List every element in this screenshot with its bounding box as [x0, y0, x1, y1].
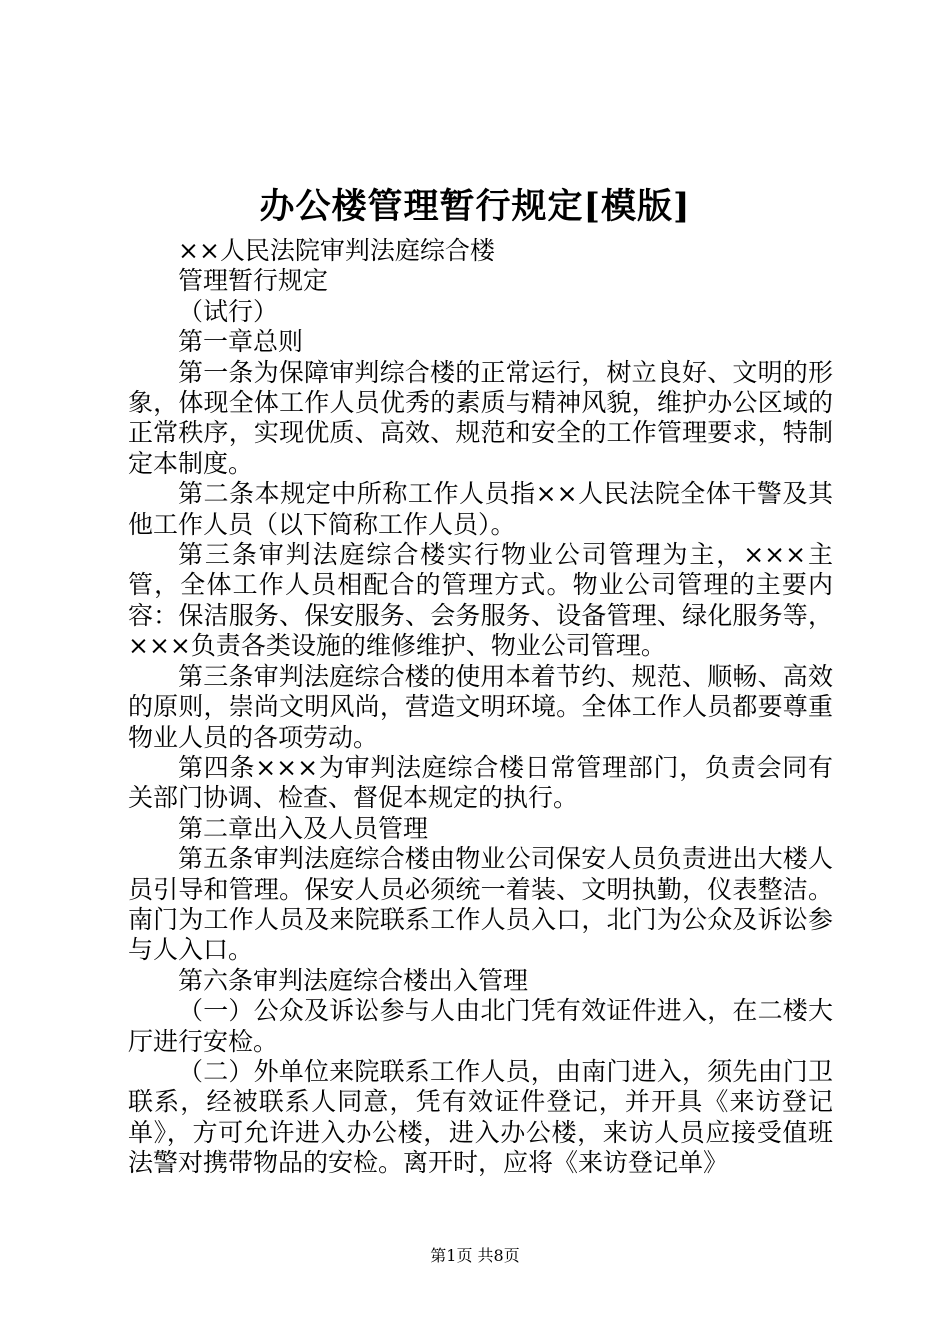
document-title: 办公楼管理暂行规定[模版] — [259, 186, 691, 227]
document-body — [128, 236, 833, 1179]
article-1: 第一条为保障审判综合楼的正常运行，树立良好、文明的形象，体现全体工作人员优秀的素质与精神风貌，维护办公区域的正常秩序，实现优质、高效、规范和安全的工作管理要求，特制定本制度。 — [128, 357, 833, 478]
article-3b: 第三条审判法庭综合楼的使用本着节约、规范、顺畅、高效的原则，崇尚文明风尚，营造文明环境。全体工作人员都要尊重物业人员的各项劳动。 — [128, 661, 833, 752]
article-6-item-2: （二）外单位来院联系工作人员，由南门进入，须先由门卫联系，经被联系人同意，凭有效证件登记，并开具《来访登记单》，方可允许进入办公楼，进入办公楼，来访人员应接受值班法警对携带物品的安检。离开时，应将《来访登记单》 — [128, 1056, 833, 1178]
article-5: 第五条审判法庭综合楼由物业公司保安人员负责进出大楼人员引导和管理。保安人员必须统一着装、文明执勤，仪表整洁。南门为工作人员及来院联系工作人员入口，北门为公众及诉讼参与人入口。 — [128, 844, 833, 965]
chapter-heading-2: 第二章出入及人员管理 — [178, 813, 429, 843]
article-6-item-1: （一）公众及诉讼参与人由北门凭有效证件进入，在二楼大厅进行安检。 — [128, 996, 833, 1056]
page-number-footer: 第1页 共8页 — [430, 1246, 520, 1265]
article-6: 第六条审判法庭综合楼出入管理 — [178, 965, 529, 995]
article-3: 第三条审判法庭综合楼实行物业公司管理为主，×××主管，全体工作人员相配合的管理方式。物业公司管理的主要内容：保洁服务、保安服务、会务服务、设备管理、绿化服务等，×××负责各类设施的维修维护、物业公司管理。 — [128, 540, 833, 661]
chapter-heading-1: 第一章总则 — [178, 327, 304, 357]
paragraph-trial-note: （试行） — [178, 296, 279, 326]
paragraph-court-building: ××人民法院审判法庭综合楼 — [178, 236, 495, 265]
paragraph-regulation-name: 管理暂行规定 — [178, 266, 329, 296]
article-2: 第二条本规定中所称工作人员指××人民法院全体干警及其他工作人员（以下简称工作人员）。 — [128, 479, 833, 539]
article-4: 第四条×××为审判法庭综合楼日常管理部门，负责会同有关部门协调、检查、督促本规定的执行。 — [128, 752, 833, 813]
